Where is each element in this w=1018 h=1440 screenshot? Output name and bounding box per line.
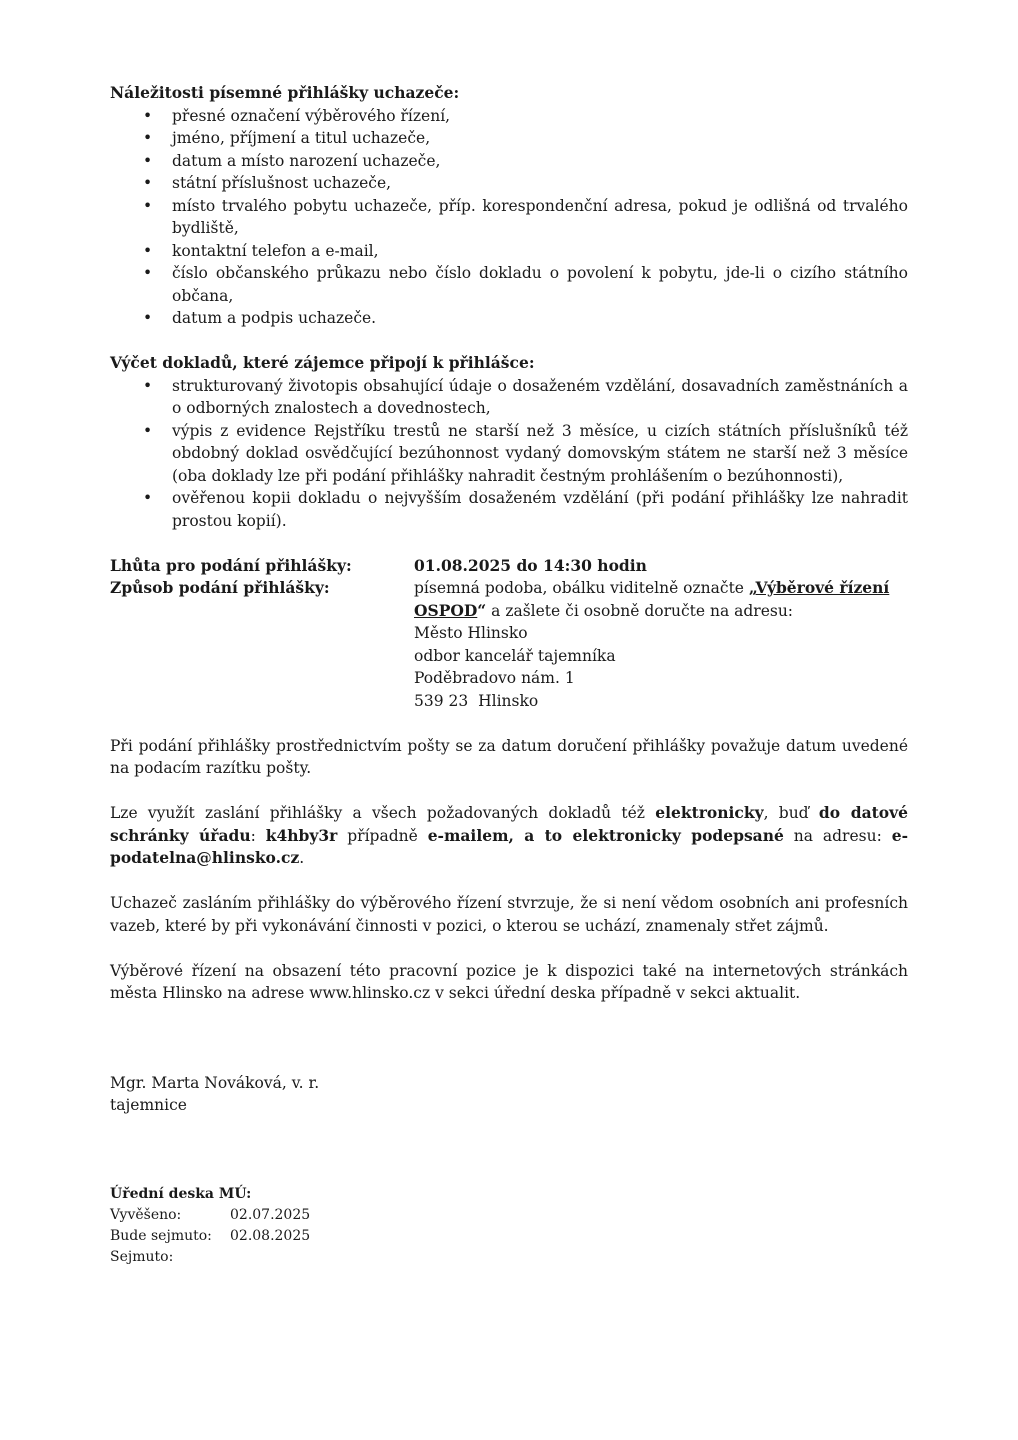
notice-value bbox=[230, 1247, 430, 1268]
signatory-role: tajemnice bbox=[110, 1096, 187, 1114]
bullet-icon: • bbox=[143, 376, 153, 395]
list-item: • státní příslušnost uchazeče, bbox=[110, 172, 908, 195]
electronic-submission-note: Lze využít zaslání přihlášky a všech požadovaných dokladů též elektronicky, buď do datové schránky úřadu: k4hby3r případně e-mailem, a to elektronicky podepsané na adresu: e-podatelna@hlinsko.cz. bbox=[110, 803, 909, 867]
address-line: Město Hlinsko bbox=[414, 624, 528, 642]
method-label: Způsob podání přihlášky: bbox=[110, 578, 330, 597]
list-item: • přesné označení výběrového řízení, bbox=[110, 105, 908, 128]
deadline-label: Lhůta pro podání přihlášky: bbox=[110, 555, 352, 575]
data-box-id: k4hby3r bbox=[265, 825, 338, 845]
envelope-marking: Výběrové řízení OSPOD bbox=[414, 578, 890, 620]
bullet-icon: • bbox=[143, 264, 153, 282]
notice-label: Sejmuto: bbox=[110, 1248, 174, 1265]
declaration-note: Uchazeč zasláním přihlášky do výběrového řízení stvrzuje, že si není vědom osobních ani profesních vazeb, které by při vykonávání činnosti v pozici, o kterou se uchází, znamenaly střet zájmů. bbox=[110, 894, 908, 935]
bullet-icon: • bbox=[143, 196, 153, 215]
bullet-icon: • bbox=[143, 151, 153, 170]
notice-board-table bbox=[110, 1205, 908, 1268]
requirements-heading: Náležitosti písemné přihlášky uchazeče: bbox=[110, 83, 460, 102]
website-note: Výběrové řízení na obsazení této pracovní pozice je k dispozici také na internetových stránkách města Hlinsko na adrese www.hlinsko.cz v sekci úřední deska případně v sekci aktualit. bbox=[110, 961, 908, 1002]
documents-list bbox=[110, 375, 908, 533]
requirements-list bbox=[110, 105, 908, 330]
email-address: e-podatelna@hlinsko.cz bbox=[110, 825, 908, 867]
list-item: • ověřenou kopii dokladu o nejvyšším dosaženém vzdělání (při podání přihlášky lze nahradit prostou kopií). bbox=[143, 489, 908, 530]
list-item: • datum a podpis uchazeče. bbox=[110, 307, 908, 330]
bullet-icon: • bbox=[143, 129, 153, 147]
list-item: • číslo občanského průkazu nebo číslo dokladu o povolení k pobytu, jde-li o cizího státního občana, bbox=[143, 264, 908, 305]
list-item: • jméno, příjmení a titul uchazeče, bbox=[110, 127, 908, 150]
notice-board-heading: Úřední deska MÚ: bbox=[110, 1185, 252, 1202]
document-page bbox=[110, 82, 908, 1268]
method-value: písemná podoba, obálku viditelně označte „Výběrové řízení OSPOD“ a zašlete či osobně doručte na adresu: Město Hlinsko odbor kancelář tajemníka Poděbradovo nám. 1 539 23 Hlinsko bbox=[414, 577, 908, 712]
notice-label: Vyvěšeno: bbox=[110, 1206, 182, 1223]
address-line: 539 23 Hlinsko bbox=[414, 691, 539, 710]
deadline-value: 01.08.2025 do 14:30 hodin bbox=[414, 555, 647, 575]
notice-value: 02.07.2025 bbox=[230, 1206, 311, 1223]
list-item: • výpis z evidence Rejstříku trestů ne starší než 3 měsíce, u cizích státních příslušníků též obdobný doklad osvědčující bezúhonnost vydaný domovským státem ne starší než 3 měsíce (oba doklady lze při podání přihlášky nahradit čestným prohlášením o bezúhonnosti), bbox=[143, 421, 908, 485]
bullet-icon: • bbox=[143, 106, 153, 125]
documents-heading: Výčet dokladů, které zájemce připojí k přihlášce: bbox=[110, 353, 535, 372]
bullet-icon: • bbox=[143, 309, 153, 327]
address-line: Poděbradovo nám. 1 bbox=[414, 669, 575, 687]
notice-value: 02.08.2025 bbox=[230, 1227, 311, 1244]
signature-block bbox=[110, 1072, 908, 1117]
list-item: • místo trvalého pobytu uchazeče, příp. korespondenční adresa, pokud je odlišná od trvalého bydliště, bbox=[143, 196, 908, 237]
bullet-icon: • bbox=[143, 489, 153, 507]
submission-details bbox=[110, 555, 908, 713]
notice-board-block bbox=[110, 1184, 908, 1268]
signatory-name: Mgr. Marta Nováková, v. r. bbox=[110, 1073, 320, 1092]
list-item: • kontaktní telefon a e-mail, bbox=[110, 240, 908, 263]
address-line: odbor kancelář tajemníka bbox=[414, 646, 616, 665]
list-item: • datum a místo narození uchazeče, bbox=[110, 150, 908, 173]
bullet-icon: • bbox=[143, 421, 153, 440]
bullet-icon: • bbox=[143, 241, 153, 260]
list-item: • strukturovaný životopis obsahující údaje o dosaženém vzdělání, dosavadních zaměstnáních a o odborných znalostech a dovednostech, bbox=[143, 376, 908, 417]
bullet-icon: • bbox=[143, 174, 153, 192]
postal-note: Při podání přihlášky prostřednictvím pošty se za datum doručení přihlášky považuje datum uvedené na podacím razítku pošty. bbox=[110, 736, 908, 777]
notice-label: Bude sejmuto: bbox=[110, 1227, 212, 1244]
